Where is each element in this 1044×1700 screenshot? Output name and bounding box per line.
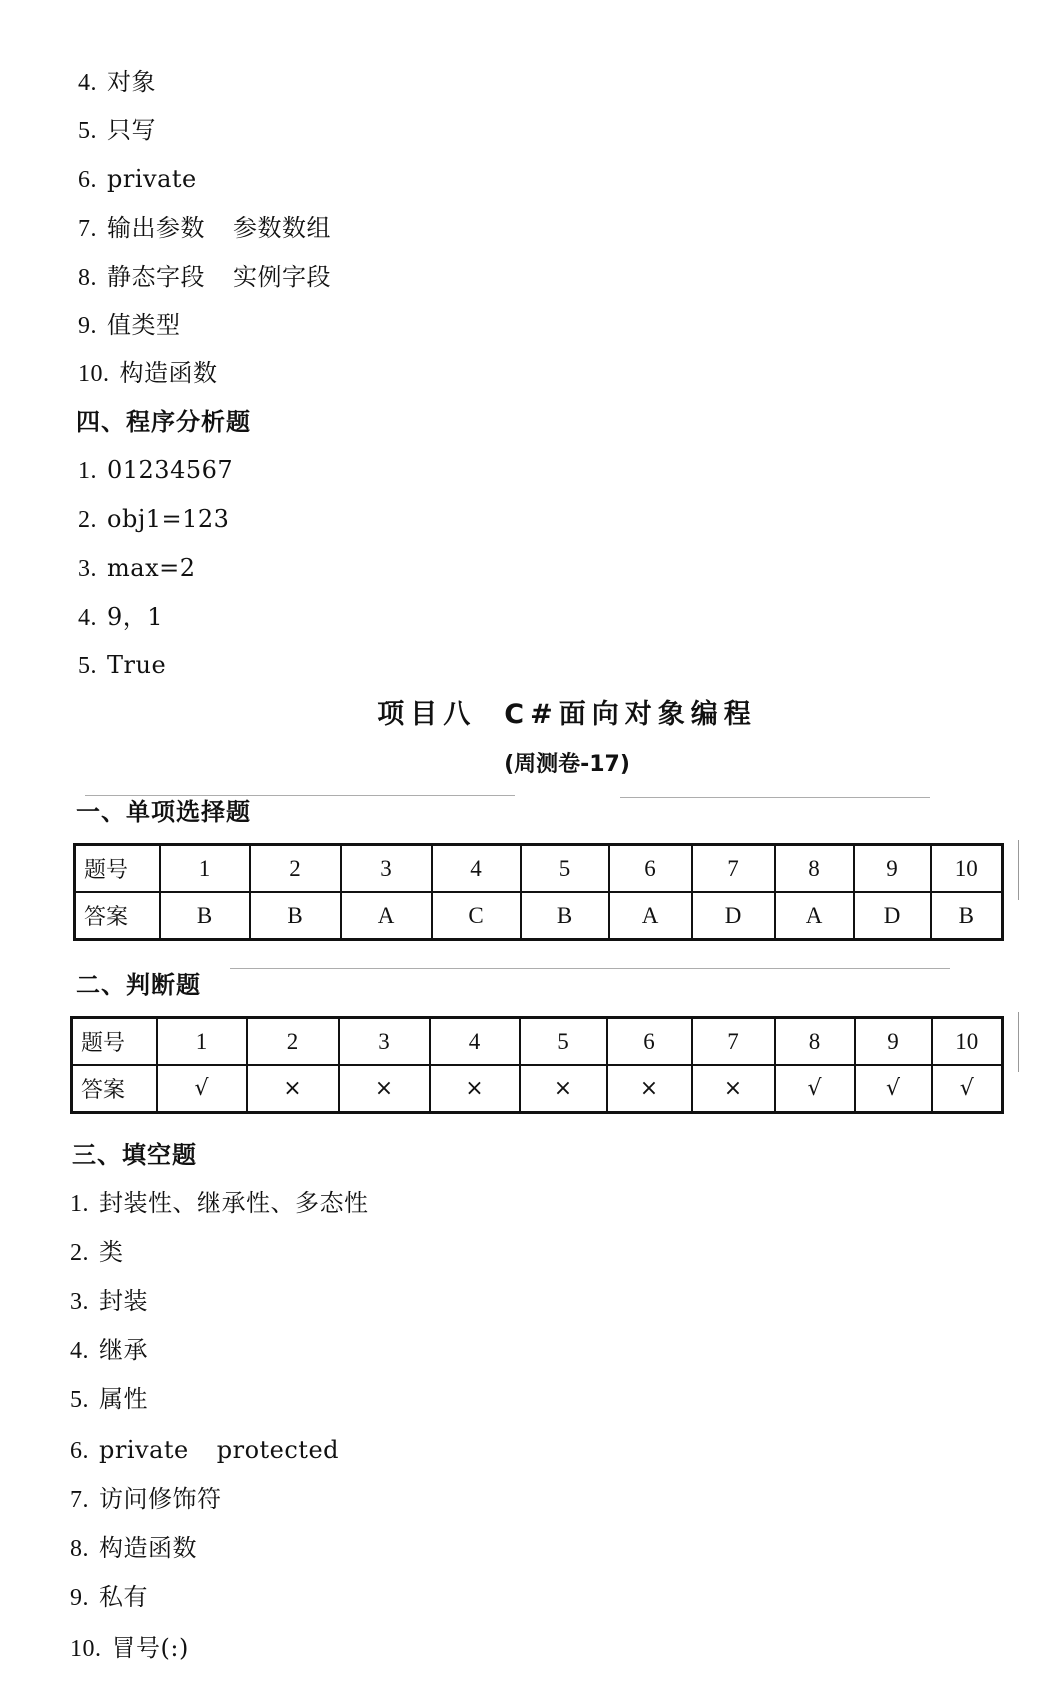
list-item: 7. 访问修饰符 (70, 1485, 222, 1513)
question-number: 4 (432, 845, 521, 893)
question-number: 4 (430, 1018, 520, 1066)
section-heading-true-false: 二、判断题 (76, 971, 201, 999)
scan-line (230, 968, 950, 969)
answer-cell: B (160, 892, 250, 940)
question-number: 10 (931, 845, 1003, 893)
cross-mark-icon: × (692, 1065, 775, 1113)
question-number: 1 (157, 1018, 247, 1066)
table-row-answers (72, 1065, 1003, 1113)
question-number: 9 (855, 1018, 932, 1066)
page-title: 项目八 C#面向对象编程 (377, 699, 757, 730)
table-row-question-numbers (72, 1018, 1003, 1066)
cross-mark-icon: × (430, 1065, 520, 1113)
question-number: 6 (607, 1018, 692, 1066)
page-subtitle: (周测卷-17) (504, 752, 630, 777)
answer-cell: A (775, 892, 854, 940)
scan-edge (1018, 1012, 1019, 1072)
list-item: 5. True (78, 651, 167, 679)
table-row-question-numbers (75, 845, 1003, 893)
single-choice-answer-table (73, 843, 1004, 941)
true-false-answer-table (70, 1016, 1004, 1114)
question-number: 6 (609, 845, 692, 893)
cross-mark-icon: × (247, 1065, 339, 1113)
question-number: 7 (692, 845, 775, 893)
section-heading-fill-blank: 三、填空题 (72, 1141, 197, 1169)
question-number: 5 (521, 845, 609, 893)
answer-cell: A (609, 892, 692, 940)
cross-mark-icon: × (607, 1065, 692, 1113)
list-item: 6. private protected (70, 1436, 340, 1464)
list-item: 7. 输出参数 参数数组 (78, 214, 331, 242)
answer-cell: D (692, 892, 775, 940)
list-item: 5. 属性 (70, 1385, 148, 1413)
question-number: 1 (160, 845, 250, 893)
row-label: 题号 (75, 845, 160, 893)
row-label: 答案 (72, 1065, 157, 1113)
list-item: 3. max=2 (78, 554, 196, 582)
list-item: 10. 冒号(:) (70, 1634, 189, 1662)
answer-cell: A (341, 892, 432, 940)
list-item: 4. 9，1 (78, 603, 164, 631)
question-number: 2 (247, 1018, 339, 1066)
scan-edge (1018, 840, 1019, 900)
check-mark-icon: √ (855, 1065, 932, 1113)
question-number: 8 (775, 1018, 855, 1066)
question-number: 7 (692, 1018, 775, 1066)
list-item: 2. 类 (70, 1238, 124, 1266)
scan-line (620, 797, 930, 798)
section-heading-single-choice: 一、单项选择题 (76, 798, 251, 826)
list-item: 6. private (78, 165, 197, 193)
list-item: 1. 01234567 (78, 456, 234, 484)
answer-cell: B (931, 892, 1003, 940)
section-heading-program-analysis: 四、程序分析题 (76, 408, 251, 436)
question-number: 5 (520, 1018, 607, 1066)
check-mark-icon: √ (775, 1065, 855, 1113)
list-item: 4. 对象 (78, 68, 156, 96)
list-item: 2. obj1=123 (78, 505, 230, 533)
list-item: 5. 只写 (78, 116, 156, 144)
cross-mark-icon: × (339, 1065, 430, 1113)
row-label: 答案 (75, 892, 160, 940)
scan-line (85, 795, 515, 796)
table-row-answers (75, 892, 1003, 940)
check-mark-icon: √ (932, 1065, 1003, 1113)
answer-cell: B (521, 892, 609, 940)
question-number: 3 (339, 1018, 430, 1066)
cross-mark-icon: × (520, 1065, 607, 1113)
question-number: 10 (932, 1018, 1003, 1066)
list-item: 3. 封装 (70, 1287, 148, 1315)
list-item: 10. 构造函数 (78, 359, 218, 387)
question-number: 2 (250, 845, 341, 893)
answer-cell: B (250, 892, 341, 940)
list-item: 4. 继承 (70, 1336, 148, 1364)
list-item: 9. 私有 (70, 1583, 148, 1611)
question-number: 9 (854, 845, 931, 893)
answer-cell: D (854, 892, 931, 940)
list-item: 8. 构造函数 (70, 1534, 197, 1562)
check-mark-icon: √ (157, 1065, 247, 1113)
list-item: 8. 静态字段 实例字段 (78, 263, 331, 291)
question-number: 8 (775, 845, 854, 893)
answer-cell: C (432, 892, 521, 940)
list-item: 1. 封装性、继承性、多态性 (70, 1189, 369, 1217)
question-number: 3 (341, 845, 432, 893)
list-item: 9. 值类型 (78, 311, 181, 339)
row-label: 题号 (72, 1018, 157, 1066)
